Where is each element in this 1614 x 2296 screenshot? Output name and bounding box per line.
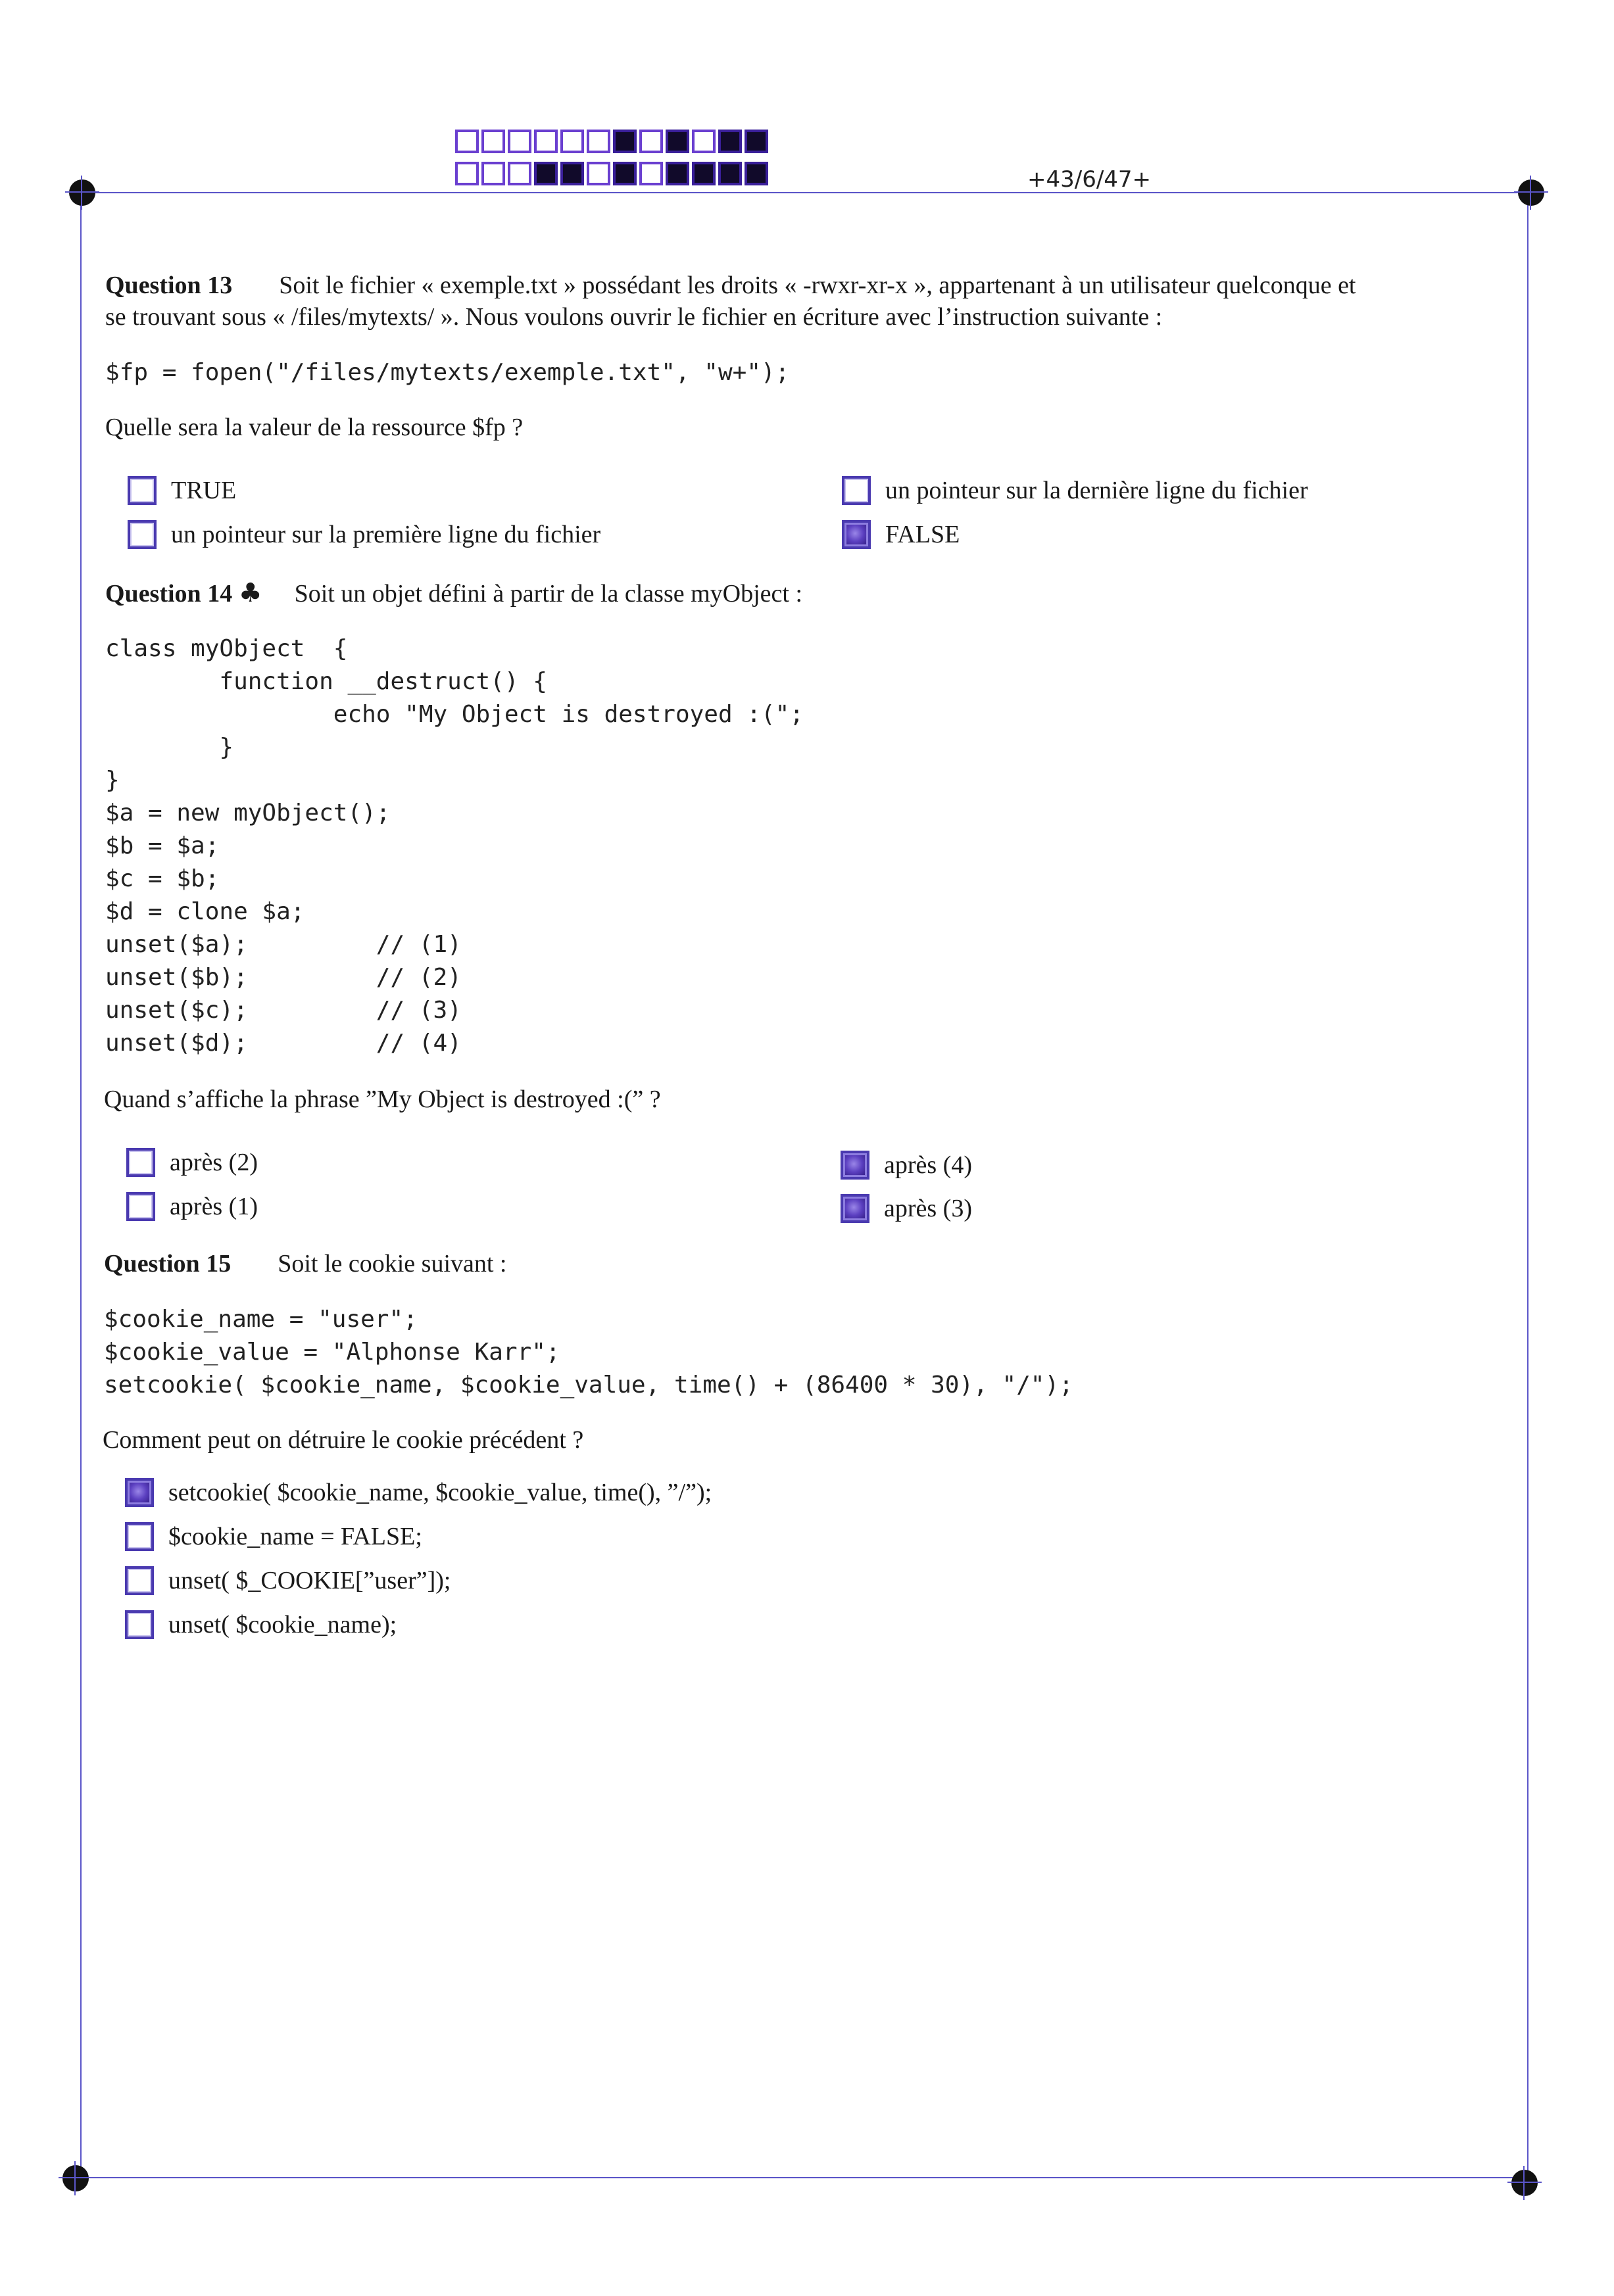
q15-prompt: Comment peut on détruire le cookie précédent ? [103, 1426, 584, 1454]
option-label: TRUE [171, 477, 237, 504]
barcode-cell [718, 130, 742, 153]
checkbox[interactable] [841, 1194, 869, 1223]
q13-option-1[interactable] [128, 476, 236, 505]
barcode-cell [587, 130, 610, 153]
checkbox[interactable] [126, 1192, 155, 1221]
option-label: après (2) [170, 1149, 258, 1176]
option-label: $cookie_name = FALSE; [168, 1523, 422, 1550]
barcode-cell [481, 162, 505, 185]
checkbox[interactable] [128, 476, 157, 505]
barcode-cell [639, 130, 663, 153]
barcode-cell [534, 130, 558, 153]
barcode-cell [692, 162, 716, 185]
q14-option-1[interactable] [126, 1148, 258, 1177]
barcode-cell [613, 162, 637, 185]
checkbox[interactable] [125, 1610, 154, 1639]
option-label: unset( $_COOKIE[”user”]); [168, 1567, 451, 1594]
barcode-cell [508, 162, 531, 185]
q14-prompt: Quand s’affiche la phrase ”My Object is destroyed :(” ? [104, 1086, 661, 1113]
q14-option-3[interactable] [126, 1192, 258, 1221]
option-label: après (3) [884, 1195, 972, 1222]
corner-mark-bottom-right [1511, 2170, 1538, 2196]
page-id: +43/6/47+ [1027, 166, 1152, 193]
option-label: après (1) [170, 1193, 258, 1220]
q14-option-2[interactable] [841, 1151, 972, 1180]
barcode-cell [534, 162, 558, 185]
frame-right-line [1527, 192, 1528, 2178]
checkbox[interactable] [126, 1148, 155, 1177]
checkbox[interactable] [841, 1151, 869, 1180]
barcode-row-1 [455, 130, 771, 153]
q13-option-4[interactable] [842, 520, 960, 549]
corner-mark-top-left [69, 179, 95, 206]
checkbox[interactable] [125, 1522, 154, 1551]
q13-code: $fp = fopen("/files/mytexts/exemple.txt", "w+"); [105, 359, 790, 386]
checkbox[interactable] [842, 476, 871, 505]
option-label: un pointeur sur la première ligne du fichier [171, 521, 601, 548]
checkbox[interactable] [125, 1566, 154, 1595]
barcode-cell [508, 130, 531, 153]
option-label: setcookie( $cookie_name, $cookie_value, time(), ”/”); [168, 1479, 712, 1506]
q13-label: Question 13 [105, 272, 233, 299]
q15-label: Question 15 [104, 1250, 232, 1278]
q15-option-3[interactable] [125, 1566, 451, 1595]
q13-option-2[interactable] [842, 476, 1308, 505]
q15-text [104, 1248, 507, 1280]
barcode-cell [481, 130, 505, 153]
q13-prompt: Quelle sera la valeur de la ressource $fp ? [105, 414, 524, 441]
option-label: FALSE [885, 521, 960, 548]
q15-option-4[interactable] [125, 1610, 397, 1639]
q15-option-1[interactable] [125, 1478, 712, 1507]
q13-text-line1: Soit le fichier « exemple.txt » possédant les droits « -rwxr-xr-x », appartenant à un utilisateur quelconque et [279, 272, 1356, 299]
barcode-row-2 [455, 162, 771, 185]
barcode-cell [455, 130, 479, 153]
barcode-cell [560, 130, 584, 153]
frame-bottom-line [76, 2177, 1527, 2178]
barcode-cell [455, 162, 479, 185]
q13-text-line2: se trouvant sous « /files/mytexts/ ». Nous voulons ouvrir le fichier en écriture avec l’instruction suivante : [105, 303, 1163, 331]
barcode-cell [639, 162, 663, 185]
option-label: après (4) [884, 1151, 972, 1179]
barcode-cell [613, 130, 637, 153]
q15-option-2[interactable] [125, 1522, 422, 1551]
q15-code: $cookie_name = "user"; $cookie_value = "Alphonse Karr"; setcookie( $cookie_name, $cookie_value, time() + (86400 * 30), "/"); [104, 1306, 1073, 1399]
q14-label: Question 14 [105, 580, 233, 608]
barcode-cell [666, 162, 689, 185]
q13-text [105, 270, 1513, 333]
frame-top-line [82, 192, 1533, 193]
barcode-cell [745, 130, 768, 153]
q15-text-body: Soit le cookie suivant : [278, 1250, 507, 1278]
barcode-cell [692, 130, 716, 153]
corner-mark-bottom-left [62, 2165, 89, 2191]
q14-option-4[interactable] [841, 1194, 972, 1223]
checkbox[interactable] [125, 1478, 154, 1507]
option-label: unset( $cookie_name); [168, 1611, 397, 1638]
corner-mark-top-right [1518, 179, 1544, 206]
checkbox[interactable] [128, 520, 157, 549]
barcode-cell [666, 130, 689, 153]
barcode-cell [718, 162, 742, 185]
barcode-cell [745, 162, 768, 185]
barcode-cell [587, 162, 610, 185]
barcode-cell [560, 162, 584, 185]
club-icon: ♣ [238, 578, 262, 608]
q14-code: class myObject { function __destruct() { echo "My Object is destroyed :("; } } $a = new myObject(); $b = $a; $c = $b; $d = clone $a; unset($a); // (1) unset($b); // (2) unset($c); // (3) unset($d); // (4) [105, 635, 804, 1057]
frame-left-line [80, 192, 82, 2178]
q14-text-body: Soit un objet défini à partir de la classe myObject : [294, 580, 803, 608]
q13-option-3[interactable] [128, 520, 600, 549]
option-label: un pointeur sur la dernière ligne du fichier [885, 477, 1308, 504]
checkbox[interactable] [842, 520, 871, 549]
q14-text [105, 577, 802, 610]
